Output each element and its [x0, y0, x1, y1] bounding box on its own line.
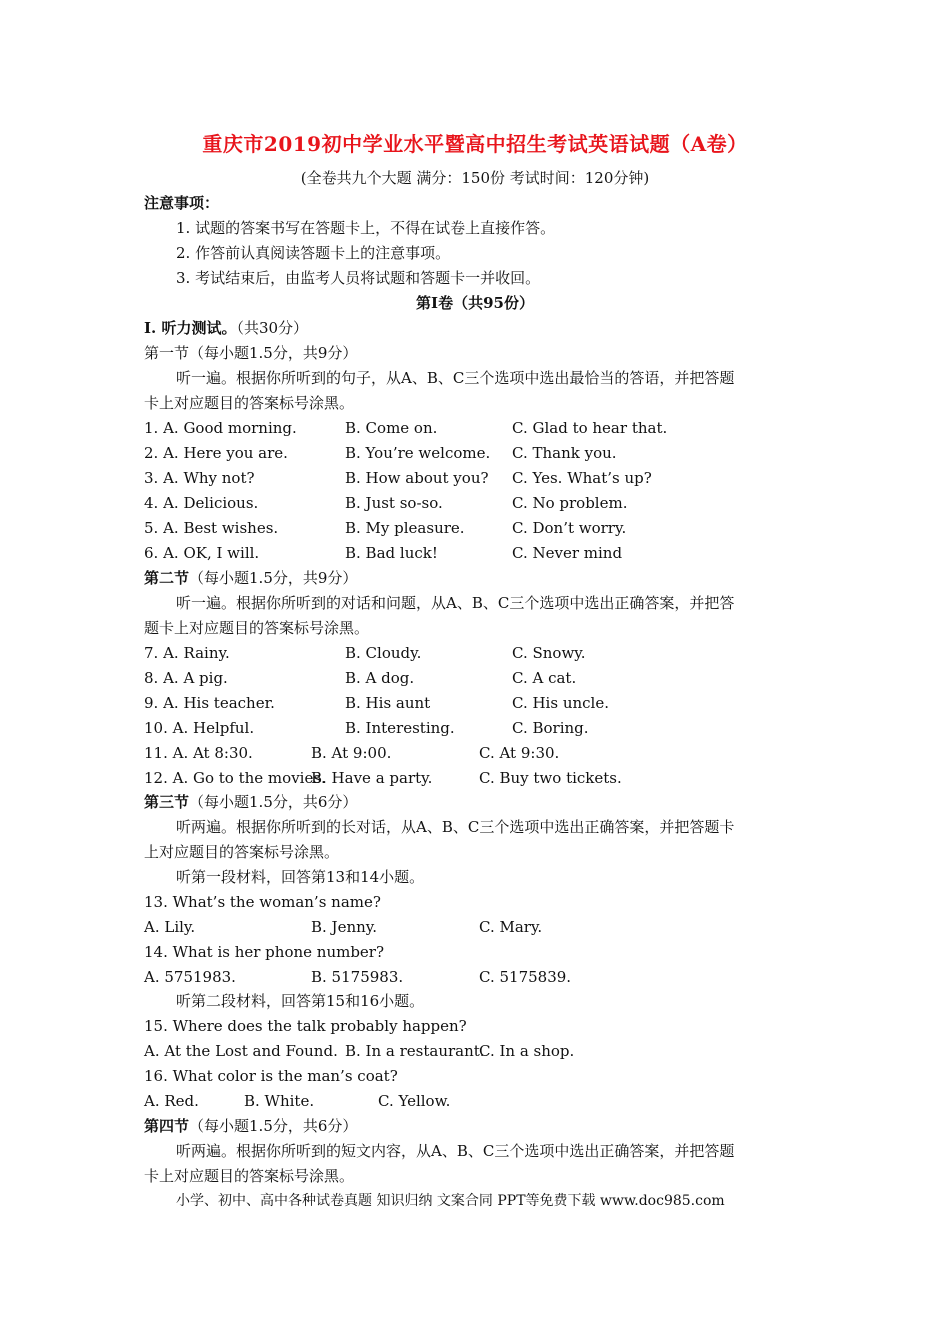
note-item: 2. 作答前认真阅读答题卡上的注意事项。: [176, 244, 451, 262]
option-b: B. In a restaurant.: [345, 1042, 485, 1060]
option-b: B. Jenny.: [311, 918, 378, 936]
option-b: B. White.: [244, 1092, 315, 1110]
section2-heading-label: 第二节: [144, 569, 190, 587]
part1-heading-score: （共30分）: [236, 319, 309, 337]
exam-subtitle: (全卷共九个大题 满分：150份 考试时间：120分钟): [300, 169, 650, 187]
option-a: 3. A. Why not?: [144, 469, 255, 487]
option-a: A. At the Lost and Found.: [144, 1042, 338, 1060]
option-b: B. His aunt: [345, 694, 431, 712]
option-b: B. You’re welcome.: [345, 444, 491, 462]
notes-heading: 注意事项：: [144, 194, 220, 212]
option-c: C. Glad to hear that.: [512, 419, 668, 437]
section4-heading: [144, 1116, 357, 1136]
option-a: 7. A. Rainy.: [144, 644, 230, 662]
section4-heading-score: （每小题1.5分，共6分）: [189, 1117, 358, 1135]
question-14: 14. What is her phone number?: [144, 943, 385, 961]
passage-intro: 听第二段材料，回答第15和16小题。: [176, 992, 425, 1010]
option-b: B. Interesting.: [345, 719, 455, 737]
option-c: C. At 9:30.: [479, 744, 560, 762]
option-b: B. My pleasure.: [345, 519, 465, 537]
section2-instructions: 听一遍。根据你所听到的对话和问题，从A、B、C三个选项中选出正确答案，并把答: [176, 594, 735, 612]
option-a: 1. A. Good morning.: [144, 419, 297, 437]
question-15: 15. Where does the talk probably happen?: [144, 1017, 467, 1035]
option-b: B. Have a party.: [311, 769, 433, 787]
option-c: C. Never mind: [512, 544, 623, 562]
section4-instructions-cont: 卡上对应题目的答案标号涂黑。: [144, 1167, 355, 1185]
option-b: B. 5175983.: [311, 968, 404, 986]
option-c: C. Snowy.: [512, 644, 586, 662]
section1-heading: 第一节（每小题1.5分，共9分）: [144, 344, 358, 362]
section3-heading-label: 第三节: [144, 793, 190, 811]
page-footer: 小学、初中、高中各种试卷真题 知识归纳 文案合同 PPT等免费下载 www.doc985.com: [176, 1193, 725, 1209]
option-a: 5. A. Best wishes.: [144, 519, 279, 537]
option-c: C. No problem.: [512, 494, 628, 512]
option-a: A. Red.: [144, 1092, 199, 1110]
option-c: C. Yes. What’s up?: [512, 469, 652, 487]
option-a: A. 5751983.: [144, 968, 236, 986]
section3-heading-score: （每小题1.5分，共6分）: [189, 793, 358, 811]
question-16: 16. What color is the man’s coat?: [144, 1067, 398, 1085]
page-title: 重庆市2019初中学业水平暨高中招生考试英语试题（A卷）: [202, 132, 748, 156]
section3-instructions-cont: 上对应题目的答案标号涂黑。: [144, 843, 340, 861]
option-b: B. How about you?: [345, 469, 489, 487]
option-b: B. Just so-so.: [345, 494, 443, 512]
note-item: 3. 考试结束后，由监考人员将试题和答题卡一并收回。: [176, 269, 541, 287]
option-c: C. Thank you.: [512, 444, 617, 462]
note-item: 1. 试题的答案书写在答题卡上，不得在试卷上直接作答。: [176, 219, 556, 237]
volume-title: 第I卷（共95份）: [416, 294, 534, 312]
option-c: C. Mary.: [479, 918, 543, 936]
option-b: B. At 9:00.: [311, 744, 392, 762]
option-a: 10. A. Helpful.: [144, 719, 255, 737]
passage-intro: 听第一段材料，回答第13和14小题。: [176, 868, 425, 886]
section2-heading: [144, 568, 357, 588]
option-b: B. Cloudy.: [345, 644, 422, 662]
option-a: 4. A. Delicious.: [144, 494, 259, 512]
section4-instructions: 听两遍。根据你所听到的短文内容，从A、B、C三个选项中选出正确答案，并把答题: [176, 1142, 735, 1160]
option-c: C. His uncle.: [512, 694, 609, 712]
section1-instructions: 听一遍。根据你所听到的句子，从A、B、C三个选项中选出最恰当的答语，并把答题: [176, 369, 735, 387]
section1-instructions-cont: 卡上对应题目的答案标号涂黑。: [144, 394, 355, 412]
option-a: 8. A. A pig.: [144, 669, 228, 687]
option-c: C. Buy two tickets.: [479, 769, 622, 787]
option-a: A. Lily.: [144, 918, 196, 936]
option-b: B. Come on.: [345, 419, 438, 437]
option-a: 9. A. His teacher.: [144, 694, 275, 712]
option-c: C. A cat.: [512, 669, 577, 687]
option-a: 6. A. OK, I will.: [144, 544, 260, 562]
part1-heading-label: I. 听力测试。: [144, 319, 237, 337]
option-a: 12. A. Go to the movies.: [144, 769, 326, 787]
option-a: 2. A. Here you are.: [144, 444, 288, 462]
section3-heading: [144, 792, 357, 812]
section2-instructions-cont: 题卡上对应题目的答案标号涂黑。: [144, 619, 370, 637]
option-c: C. 5175839.: [479, 968, 572, 986]
part1-heading: [144, 318, 308, 338]
option-c: C. In a shop.: [479, 1042, 575, 1060]
section4-heading-label: 第四节: [144, 1117, 190, 1135]
option-c: C. Boring.: [512, 719, 589, 737]
section2-heading-score: （每小题1.5分，共9分）: [189, 569, 358, 587]
option-a: 11. A. At 8:30.: [144, 744, 253, 762]
option-c: C. Yellow.: [378, 1092, 451, 1110]
section3-instructions: 听两遍。根据你所听到的长对话，从A、B、C三个选项中选出正确答案，并把答题卡: [176, 818, 735, 836]
option-b: B. Bad luck!: [345, 544, 438, 562]
option-c: C. Don’t worry.: [512, 519, 627, 537]
question-13: 13. What’s the woman’s name?: [144, 893, 381, 911]
option-b: B. A dog.: [345, 669, 415, 687]
